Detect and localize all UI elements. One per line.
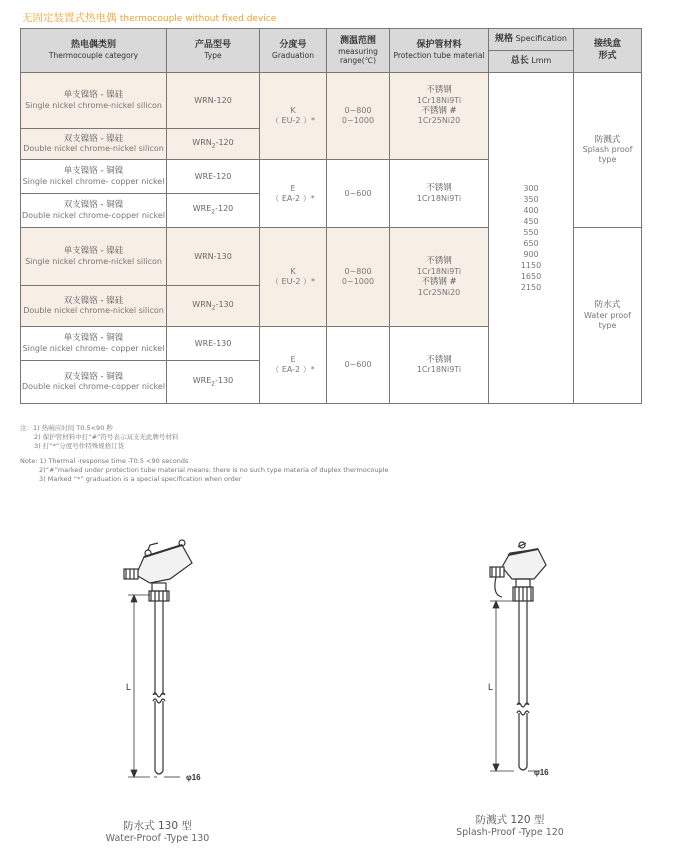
figure-2-caption: 防溅式 120 型 Splash-Proof -Type 120 <box>456 814 564 838</box>
row-4-category: 双支镍铬 - 铜镍 Double nickel chrome-copper nickel <box>21 194 167 228</box>
group-2-material: 不锈钢 1Cr18Ni9Ti <box>390 160 489 228</box>
page-title-en: thermocouple without fixed device <box>119 14 277 24</box>
group-3-graduation: K （ EU-2 ）* <box>260 228 327 327</box>
length-value: 300 <box>523 184 539 193</box>
group-4-material: 不锈钢 1Cr18Ni9Ti <box>390 327 489 404</box>
dim-diameter-label: φ16 <box>534 768 549 777</box>
row-8-category: 双支镍铬 - 铜镍 Double nickel chrome-copper nickel <box>21 361 167 404</box>
dim-diameter-label: φ16 <box>186 773 201 782</box>
header-type: 产品型号 Type <box>167 29 260 73</box>
header-category: 热电偶类别 Thermocouple category <box>21 29 167 73</box>
box-type-splash: 防溅式 Splash proof type <box>574 73 642 228</box>
group-3-material: 不锈钢 1Cr18Ni9Ti 不锈钢 # 1Cr25Ni20 <box>390 228 489 327</box>
header-range: 测温范围 measuring range(℃) <box>327 29 390 73</box>
row-6-category: 双支镍铬 - 镍硅 Double nickel chrome-nickel silicon <box>21 286 167 327</box>
row-2-category: 双支镍铬 - 镍硅 Double nickel chrome-nickel silicon <box>21 129 167 160</box>
box-type-water: 防水式 Water proof type <box>574 228 642 404</box>
row-1-type: WRN-120 <box>167 73 260 129</box>
junction-box-icon <box>490 542 546 597</box>
length-value: 350 <box>523 195 539 204</box>
spec-table <box>20 28 642 404</box>
note-en-3: 3) Marked “*” graduation is a special specification when order <box>39 475 242 483</box>
header-box: 接线盒 形式 <box>574 29 642 73</box>
group-4-graduation: E （ EA-2 ）* <box>260 327 327 404</box>
length-value: 450 <box>523 217 539 226</box>
note-en-2: 2)“#”marked under protection tube material means: there is no such type materia of duplex thermocouple <box>39 466 389 474</box>
row-1-category: 单支镍铬 - 镍硅 Single nickel chrome-nickel silicon <box>21 73 167 129</box>
row-4-type: $WRE_2-120$ <box>167 194 260 228</box>
length-value: 650 <box>523 239 539 248</box>
header-spec: 规格 Specification <box>489 29 574 51</box>
length-value: 550 <box>523 228 539 237</box>
dim-length-label: L <box>126 682 132 692</box>
note-zh-1: 注：1) 热响应时间 T0.5<90 秒 <box>20 424 113 432</box>
note-zh-3: 3) 打“*”分度号作特殊规格订货 <box>34 442 125 450</box>
header-length: 总长 Lmm <box>489 51 574 73</box>
group-1-range: 0~800 0~1000 <box>327 73 390 160</box>
water-proof-thermocouple-figure <box>100 535 240 800</box>
row-3-category: 单支镍铬 - 铜镍 Single nickel chrome- copper nickel <box>21 160 167 194</box>
group-2-range: 0~600 <box>327 160 390 228</box>
row-5-type: WRN-130 <box>167 228 260 286</box>
row-2-type: $WRN_2-120$ <box>167 129 260 160</box>
page-title <box>22 10 276 25</box>
group-1-graduation: K （ EU-2 ）* <box>260 73 327 160</box>
header-material: 保护管材料 Protection tube material <box>390 29 489 73</box>
header-graduation: 分度号 Graduation <box>260 29 327 73</box>
row-8-type: $WRE_2-130$ <box>167 361 260 404</box>
row-3-type: WRE-120 <box>167 160 260 194</box>
length-value: 1650 <box>520 272 542 281</box>
length-value: 2150 <box>520 283 542 292</box>
length-value: 1150 <box>520 261 542 270</box>
group-2-graduation: E （ EA-2 ）* <box>260 160 327 228</box>
dim-length-label: L <box>488 682 494 692</box>
group-3-range: 0~800 0~1000 <box>327 228 390 327</box>
notes <box>20 424 388 484</box>
row-6-type: $WRN_2-130$ <box>167 286 260 327</box>
group-4-range: 0~600 <box>327 327 390 404</box>
group-1-material: 不锈钢 1Cr18Ni9Ti 不锈钢 # 1Cr25Ni20 <box>390 73 489 160</box>
length-value: 400 <box>523 206 539 215</box>
page-title-zh: 无固定装置式热电偶 <box>22 12 117 24</box>
junction-box-icon <box>124 540 192 583</box>
row-7-type: WRE-130 <box>167 327 260 361</box>
note-zh-2: 2) 保护管材料中打“#”符号表示双支无此牌号材料 <box>34 433 179 441</box>
length-list <box>489 73 574 404</box>
row-5-category: 单支镍铬 - 镍硅 Single nickel chrome-nickel silicon <box>21 228 167 286</box>
row-7-category: 单支镍铬 - 铜镍 Single nickel chrome- copper nickel <box>21 327 167 361</box>
figure-1-caption: 防水式 130 型 Water-Proof -Type 130 <box>105 820 210 844</box>
note-en-1: Note: 1) Thermal -response time -T0.5 <90 seconds <box>20 457 189 465</box>
length-value: 900 <box>523 250 539 259</box>
splash-proof-thermocouple-figure <box>460 535 590 790</box>
